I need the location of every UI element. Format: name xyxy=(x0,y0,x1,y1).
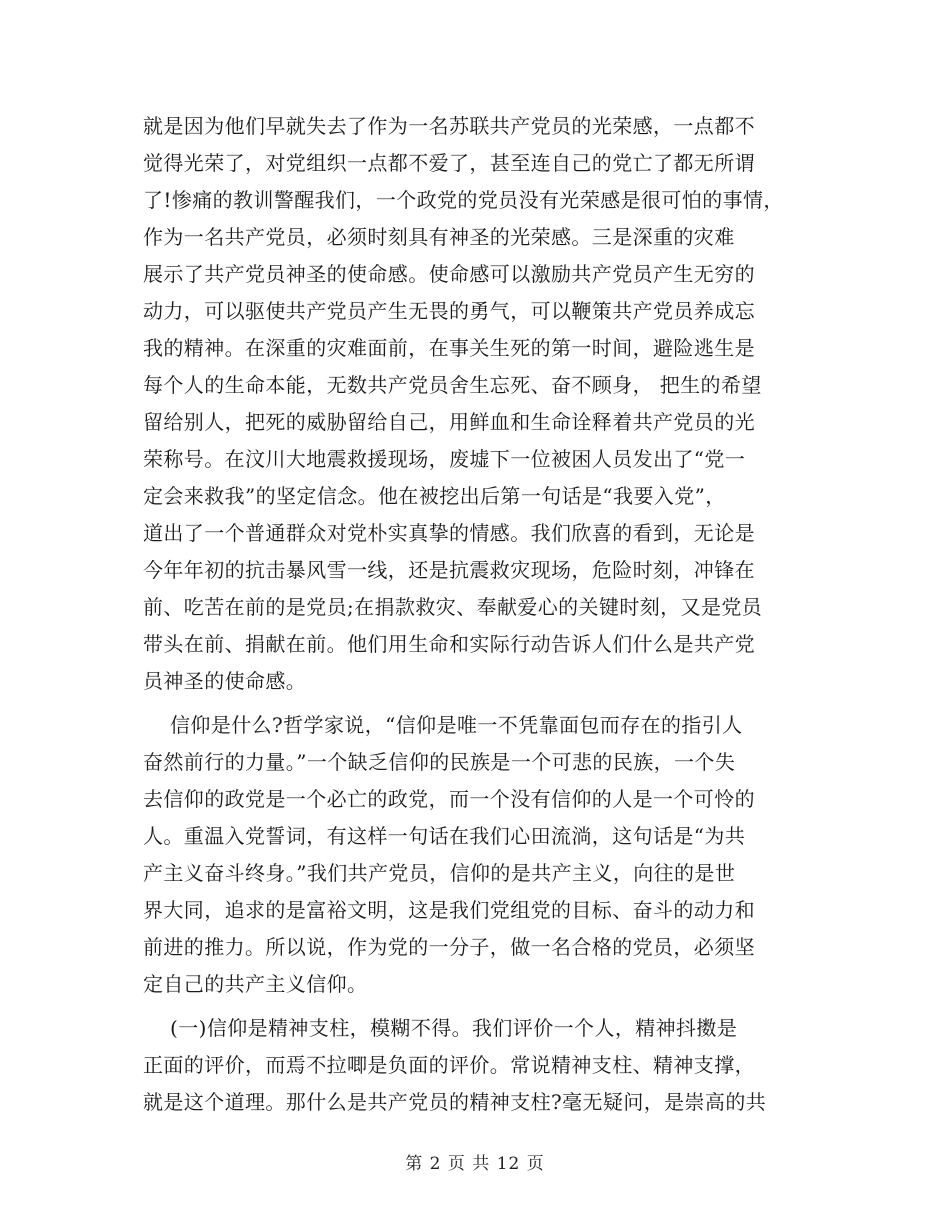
text-line: 产主义奋斗终身。”我们共产党员，信仰的是共产主义，向往的是世 xyxy=(143,861,736,885)
text-line: 了!惨痛的教训警醒我们，一个政党的党员没有光荣感是很可怕的事情， xyxy=(143,188,784,212)
text-line: 荣称号。在汶川大地震救援现场，废墟下一位被困人员发出了“党一 xyxy=(143,447,746,471)
text-line: 今年年初的抗击暴风雪一线，还是抗震救灾现场，危险时刻，冲锋在 xyxy=(143,558,755,582)
text-line: 带头在前、捐献在前。他们用生命和实际行动告诉人们什么是共产党 xyxy=(143,632,755,656)
text-line: 信仰是什么?哲学家说，“信仰是唯一不凭靠面包而存在的指引人 xyxy=(143,713,743,737)
text-line: 定自己的共产主义信仰。 xyxy=(143,972,368,996)
text-line: 前进的推力。所以说，作为党的一分子，做一名合格的党员，必须坚 xyxy=(143,935,755,959)
page-number-footer: 第 2 页 共 12 页 xyxy=(405,1154,545,1174)
text-line: 去信仰的政党是一个必亡的政党，而一个没有信仰的人是一个可怜的 xyxy=(143,787,755,811)
text-line: 前、吃苦在前的是党员;在捐款救灾、奉献爱心的关键时刻，又是党员 xyxy=(143,595,763,619)
paragraph-spacer xyxy=(143,1003,823,1010)
text-line: 我的精神。在深重的灾难面前，在事关生死的第一时间，避险逃生是 xyxy=(143,336,755,360)
text-line: 觉得光荣了，对党组织一点都不爱了，甚至连自己的党亡了都无所谓 xyxy=(143,151,755,175)
paragraph-3 xyxy=(143,1010,823,1121)
text-line: 作为一名共产党员，必须时刻具有神圣的光荣感。三是深重的灾难 xyxy=(143,225,735,249)
text-line: 界大同，追求的是富裕文明，这是我们党组党的目标、奋斗的动力和 xyxy=(143,898,755,922)
text-line: 奋然前行的力量。”一个缺乏信仰的民族是一个可悲的民族，一个失 xyxy=(143,750,736,774)
text-line: 正面的评价，而焉不拉唧是负面的评价。常说精神支柱、精神支撑， xyxy=(143,1053,755,1077)
text-line: 道出了一个普通群众对党朴实真挚的情感。我们欣喜的看到，无论是 xyxy=(143,521,755,545)
text-line: 就是因为他们早就失去了作为一名苏联共产党员的光荣感，一点都不 xyxy=(143,114,755,138)
text-line: 员神圣的使命感。 xyxy=(143,669,307,693)
text-line: 人。重温入党誓词，有这样一句话在我们心田流淌，这句话是“为共 xyxy=(143,824,746,848)
text-line: 就是这个道理。那什么是共产党员的精神支柱?毫无疑问，是崇高的共 xyxy=(143,1090,767,1114)
text-line: 每个人的生命本能，无数共产党员舍生忘死、奋不顾身， 把生的希望 xyxy=(143,373,762,397)
document-body xyxy=(143,108,823,1121)
paragraph-1 xyxy=(143,108,823,700)
text-line: 动力，可以驱使共产党员产生无畏的勇气，可以鞭策共产党员养成忘 xyxy=(143,299,755,323)
paragraph-spacer xyxy=(143,700,823,707)
text-line: 展示了共产党员神圣的使命感。使命感可以激励共产党员产生无穷的 xyxy=(143,262,755,286)
text-line: (一)信仰是精神支柱，模糊不得。我们评价一个人，精神抖擞是 xyxy=(143,1016,738,1040)
text-line: 留给别人，把死的威胁留给自己，用鲜血和生命诠释着共产党员的光 xyxy=(143,410,755,434)
text-line: 定会来救我”的坚定信念。他在被挖出后第一句话是“我要入党”， xyxy=(143,484,726,508)
paragraph-2 xyxy=(143,707,823,1003)
